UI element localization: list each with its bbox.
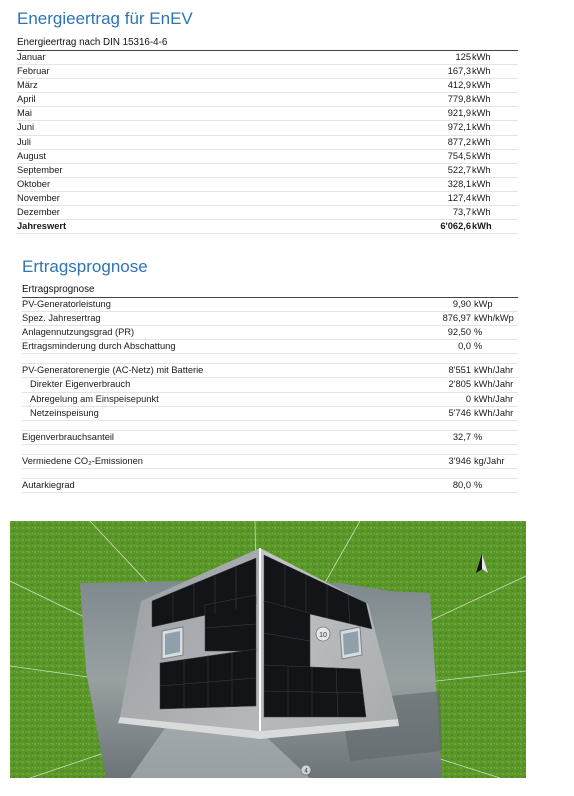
row-label: Netzeinspeisung (30, 407, 99, 418)
energieertrag-table (17, 37, 518, 234)
row-label: Direkter Eigenverbrauch (30, 379, 131, 390)
row-value: 0,0 (458, 341, 471, 352)
table-row (17, 192, 518, 206)
table-row (22, 431, 518, 445)
ertragsprognose-table (22, 284, 518, 493)
row-label: PV-Generatorenergie (AC-Netz) mit Batterie (22, 365, 204, 376)
row-label: Juli (17, 136, 31, 147)
table-row (17, 79, 518, 93)
row-value: 877,2 (447, 136, 471, 147)
pv-3d-scene (10, 521, 526, 778)
row-label: Abregelung am Einspeisepunkt (30, 393, 159, 404)
row-value: 3'946 (448, 455, 471, 466)
table-row (17, 206, 518, 220)
table-row (17, 65, 518, 79)
row-value: 127,4 (447, 192, 471, 203)
row-unit: kWh (472, 178, 491, 189)
row-value: 9,90 (452, 299, 471, 309)
row-value: 412,9 (447, 80, 471, 91)
row-unit: kWh (472, 221, 492, 232)
row-unit: % (474, 327, 483, 338)
row-unit: kWh (472, 192, 491, 203)
row-value: 125 (455, 52, 471, 62)
table-row (17, 107, 518, 121)
row-label: Juni (17, 122, 35, 133)
row-label: April (17, 94, 36, 105)
row-label: Spez. Jahresertrag (22, 313, 101, 324)
row-label: PV-Generatorleistung (22, 299, 111, 309)
row-unit: kWh (472, 80, 491, 91)
row-value: 73,7 (452, 207, 471, 218)
bottom-badge-text: 4 (304, 768, 308, 775)
row-label: Mai (17, 108, 32, 119)
row-label: Oktober (17, 178, 51, 189)
row-unit: % (474, 431, 483, 442)
row-label: März (17, 80, 38, 91)
row-unit: kWh (472, 108, 491, 119)
table-row-total (17, 220, 518, 234)
row-value: 5'746 (448, 407, 471, 418)
row-unit: % (474, 479, 483, 490)
row-unit: kWh/kWp (474, 313, 514, 324)
row-label: Eigenverbrauchsanteil (22, 431, 114, 442)
row-value: 8'551 (448, 365, 471, 376)
row-unit: % (474, 341, 483, 352)
row-value: 754,5 (447, 150, 471, 161)
roof-badge-text: 10 (319, 632, 327, 639)
row-unit: kWh (472, 52, 491, 62)
row-label: November (17, 192, 60, 203)
table-row (22, 312, 518, 326)
row-label: Januar (17, 52, 46, 62)
table-row (22, 479, 518, 493)
table-row (17, 136, 518, 150)
row-label: Anlagennutzungsgrad (PR) (22, 327, 135, 338)
row-spacer (22, 445, 518, 455)
row-spacer (22, 469, 518, 479)
row-unit: kWh/Jahr (474, 407, 514, 418)
table-row (22, 455, 518, 469)
row-value: 522,7 (447, 164, 471, 175)
row-value: 876,97 (442, 313, 471, 324)
row-value: 0 (465, 393, 471, 404)
row-unit: kWh (472, 94, 491, 105)
table-caption: Energieertrag nach DIN 15316-4-6 (17, 37, 518, 51)
row-label: Dezember (17, 207, 60, 218)
table-row (17, 121, 518, 135)
row-value: 921,9 (447, 108, 471, 119)
row-label: August (17, 150, 46, 161)
row-label: Ertragsminderung durch Abschattung (22, 341, 176, 352)
row-value: 972,1 (447, 122, 471, 133)
row-label: September (17, 164, 63, 175)
table-caption: Ertragsprognose (22, 284, 518, 298)
row-value: 2'805 (448, 379, 471, 390)
row-value: 92,50 (447, 327, 471, 338)
table-row (22, 298, 518, 312)
row-unit: kWh (472, 122, 491, 133)
section-heading-ertragsprognose: Ertragsprognose (22, 257, 148, 276)
table-row (22, 326, 518, 340)
row-label: Jahreswert (17, 221, 67, 232)
row-unit: kWh (472, 207, 491, 218)
pv-scene-image (10, 521, 526, 778)
table-row (17, 178, 518, 192)
row-unit: kWh (472, 150, 491, 161)
table-row (22, 364, 518, 378)
section-heading-energieertrag: Energieertrag für EnEV (17, 9, 193, 28)
table-row (22, 340, 518, 354)
table-row (22, 393, 518, 407)
row-unit: kWh (472, 164, 491, 175)
table-row (22, 378, 518, 392)
row-value: 167,3 (447, 66, 471, 77)
table-row (17, 150, 518, 164)
row-value: 32,7 (452, 431, 471, 442)
table-row (17, 93, 518, 107)
row-unit: kWh (472, 136, 491, 147)
row-unit: kWh/Jahr (474, 393, 514, 404)
table-row (22, 407, 518, 421)
table-row (17, 164, 518, 178)
table-row (17, 51, 518, 65)
row-value: 779,8 (447, 94, 471, 105)
row-unit: kWp (474, 299, 493, 309)
row-label: Februar (17, 66, 50, 77)
row-unit: kg/Jahr (474, 455, 505, 466)
row-value: 80,0 (452, 479, 471, 490)
row-spacer (22, 421, 518, 431)
row-spacer (22, 354, 518, 364)
row-unit: kWh/Jahr (474, 379, 514, 390)
row-label: Vermiedene CO₂-Emissionen (22, 455, 143, 466)
row-unit: kWh (472, 66, 491, 77)
row-value: 6'062,6 (440, 221, 471, 232)
row-value: 328,1 (447, 178, 471, 189)
row-unit: kWh/Jahr (474, 365, 514, 376)
row-label: Autarkiegrad (22, 479, 75, 490)
